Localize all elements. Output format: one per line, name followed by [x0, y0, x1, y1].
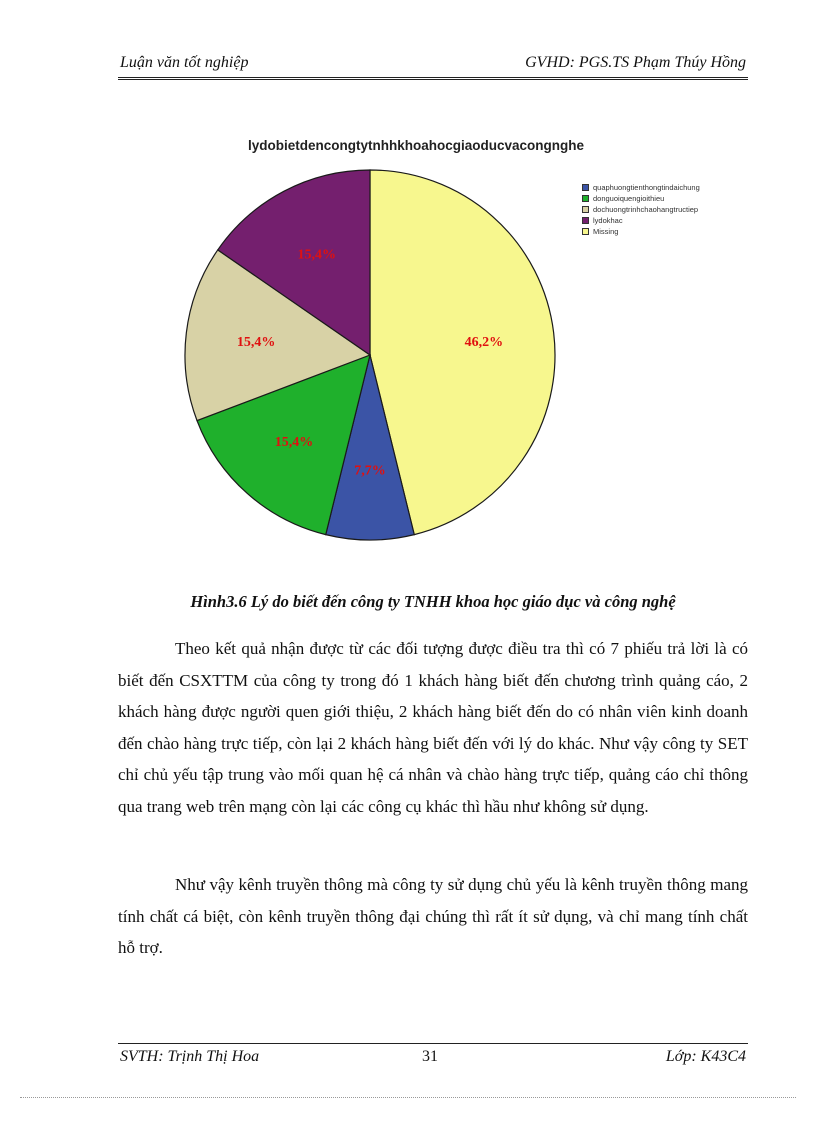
- footer-student: SVTH: Trịnh Thị Hoa: [120, 1048, 260, 1065]
- pie-label-Missing: 46,2%: [464, 335, 504, 351]
- legend-item: [582, 215, 700, 226]
- paragraph-2: Như vậy kênh truyền thông mà công ty sử dụng chủ yếu là kênh truyền thông mang tính chất cá biệt, còn kênh truyền thông đại chúng thì rất ít sử dụng, và chỉ mang tính chất hỗ trợ.: [118, 875, 748, 957]
- legend-label: donguoiquengioithieu: [593, 194, 665, 203]
- legend-label: Missing: [593, 227, 619, 236]
- legend-swatch: [582, 228, 589, 235]
- legend-label: dochuongtrinhchaohangtructiep: [593, 205, 699, 214]
- page-header: [118, 52, 746, 76]
- footer-rule: [118, 1043, 748, 1044]
- legend-item: [582, 193, 700, 204]
- page-footer: [118, 1048, 746, 1072]
- legend-swatch: [582, 184, 589, 191]
- chart-legend: [582, 182, 700, 237]
- pie-label-lydokhac: 15,4%: [297, 247, 336, 263]
- header-rule: [118, 77, 748, 80]
- legend-item: [582, 226, 700, 237]
- figure-caption: Hình3.6 Lý do biết đến công ty TNHH khoa học giáo dục và công nghệ: [190, 592, 676, 611]
- chart-title: lydobietdencongtytnhhkhoahocgiaoducvacongnghe: [248, 138, 585, 153]
- page-number: 31: [422, 1048, 438, 1065]
- legend-swatch: [582, 217, 589, 224]
- pie-chart: [150, 130, 770, 570]
- legend-swatch: [582, 195, 589, 202]
- header-thesis-label: Luận văn tốt nghiệp: [120, 54, 249, 71]
- pie-label-quaphuongtienthongtindaichung: 7,7%: [354, 463, 386, 479]
- footer-class: Lớp: K43C4: [665, 1048, 746, 1065]
- legend-swatch: [582, 206, 589, 213]
- pie-label-donguoiquengioithieu: 15,4%: [274, 434, 314, 450]
- legend-label: lydokhac: [593, 216, 623, 225]
- paragraph-1: Theo kết quả nhận được từ các đối tượng được điều tra thì có 7 phiếu trả lời là có biết đến CSXTTM của công ty trong đó 1 khách hàng biết đến chương trình quảng cáo, 2 khách hàng được người quen giới thiệu, 2 khách hàng biết đến do có nhân viên kinh doanh đến chào hàng trực tiếp, còn lại 2 khách hàng biết đến với lý do khác. Như vậy công ty SET chỉ chủ yếu tập trung vào mối quan hệ cá nhân và chào hàng trực tiếp, quảng cáo chỉ thông qua trang web trên mạng còn lại các công cụ khác thì hầu như không sử dụng.: [118, 639, 748, 816]
- legend-item: [582, 182, 700, 193]
- legend-item: [582, 204, 700, 215]
- pie-label-dochuongtrinhchaohangtructiep: 15,4%: [236, 335, 276, 351]
- pie-svg: [150, 130, 570, 550]
- legend-label: quaphuongtienthongtindaichung: [593, 183, 700, 192]
- page-break-line: [20, 1097, 796, 1098]
- header-advisor: GVHD: PGS.TS Phạm Thúy Hồng: [525, 54, 746, 71]
